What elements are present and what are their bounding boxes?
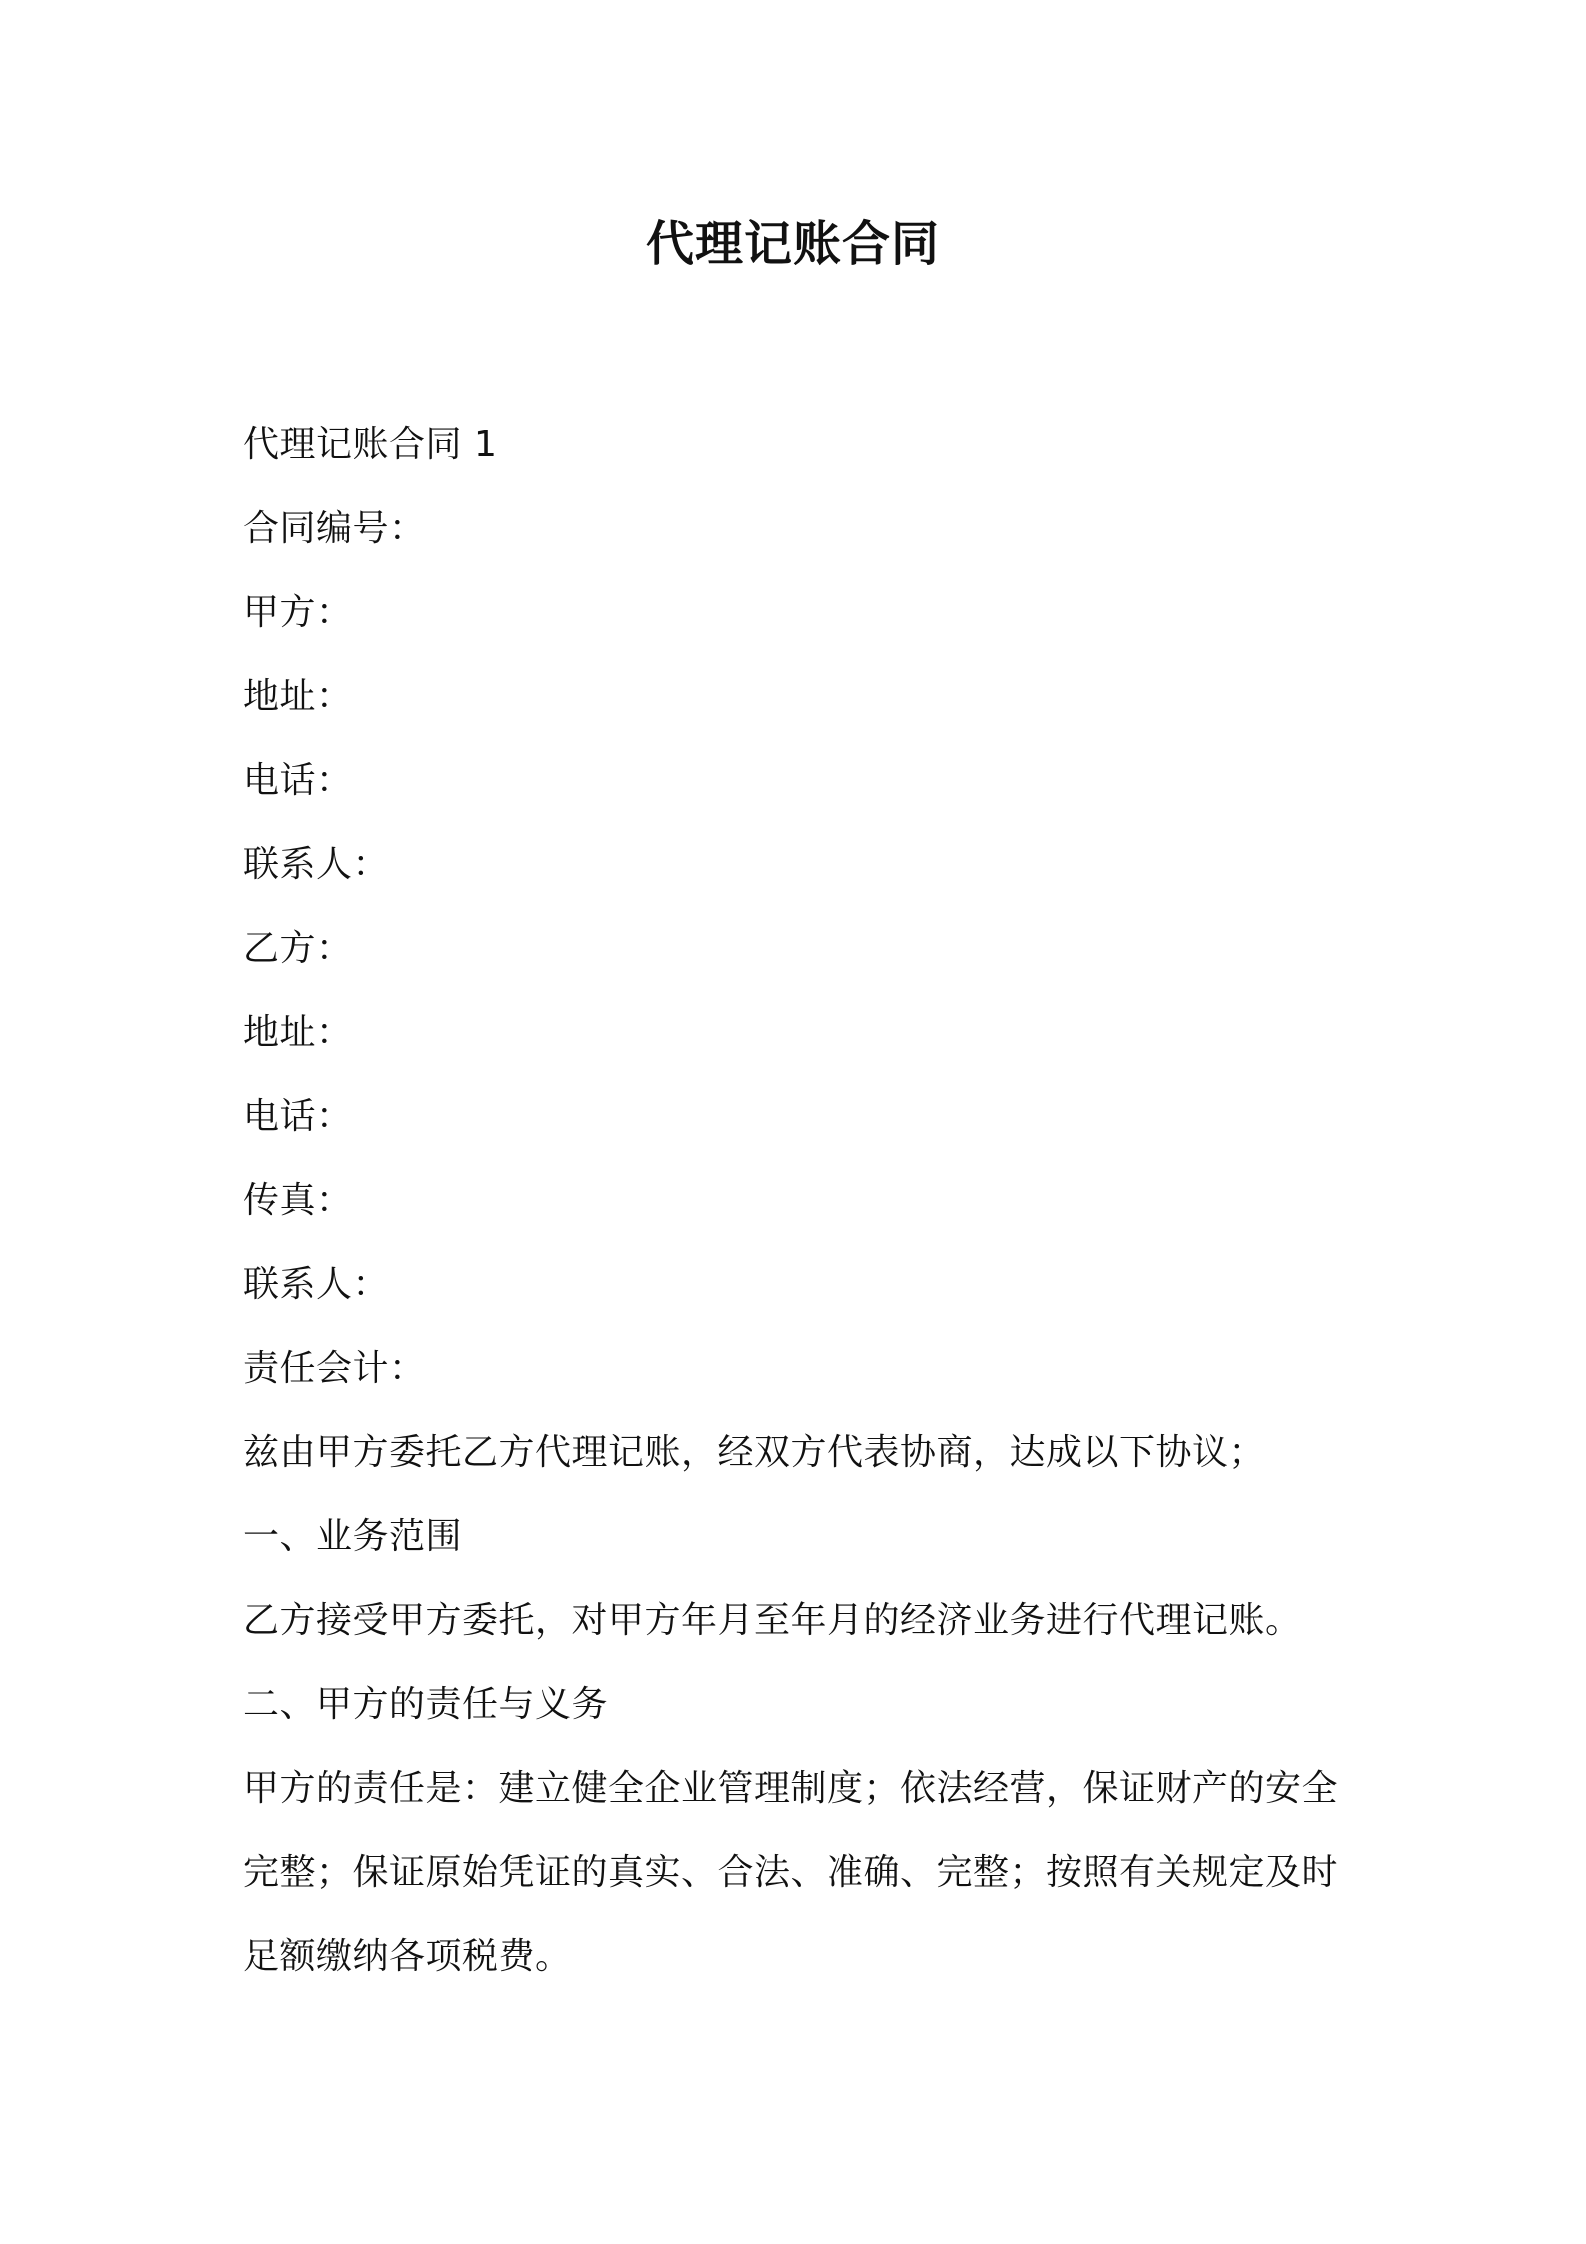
party-a-label: 甲方： (243, 592, 353, 633)
party-a-address-label: 地址： (243, 676, 353, 717)
party-b-label: 乙方： (243, 928, 353, 969)
party-b-contact-label: 联系人： (243, 1264, 390, 1305)
section-heading-party-a-duties: 二、甲方的责任与义务 (243, 1684, 609, 1725)
contract-subtitle: 代理记账合同 1 (243, 424, 498, 465)
party-a-contact-label: 联系人： (243, 844, 390, 885)
party-b-fax-label: 传真： (243, 1180, 353, 1221)
section-heading-business-scope: 一、业务范围 (243, 1516, 463, 1557)
document-body (243, 403, 1368, 1999)
agreement-intro: 兹由甲方委托乙方代理记账，经双方代表协商，达成以下协议； (243, 1432, 1266, 1473)
party-b-phone-label: 电话： (243, 1096, 353, 1137)
party-b-address-label: 地址： (243, 1012, 353, 1053)
business-scope-text: 乙方接受甲方委托，对甲方年月至年月的经济业务进行代理记账。 (243, 1600, 1302, 1641)
party-a-phone-label: 电话： (243, 760, 353, 801)
document-title: 代理记账合同 (645, 216, 940, 272)
party-a-duties-text: 甲方的责任是：建立健全企业管理制度；依法经营，保证财产的安全完整；保证原始凭证的真实、合法、准确、完整；按照有关规定及时足额缴纳各项税费。 (243, 1768, 1339, 1977)
responsible-accountant-label: 责任会计： (243, 1348, 426, 1389)
contract-number-label: 合同编号： (243, 508, 426, 549)
